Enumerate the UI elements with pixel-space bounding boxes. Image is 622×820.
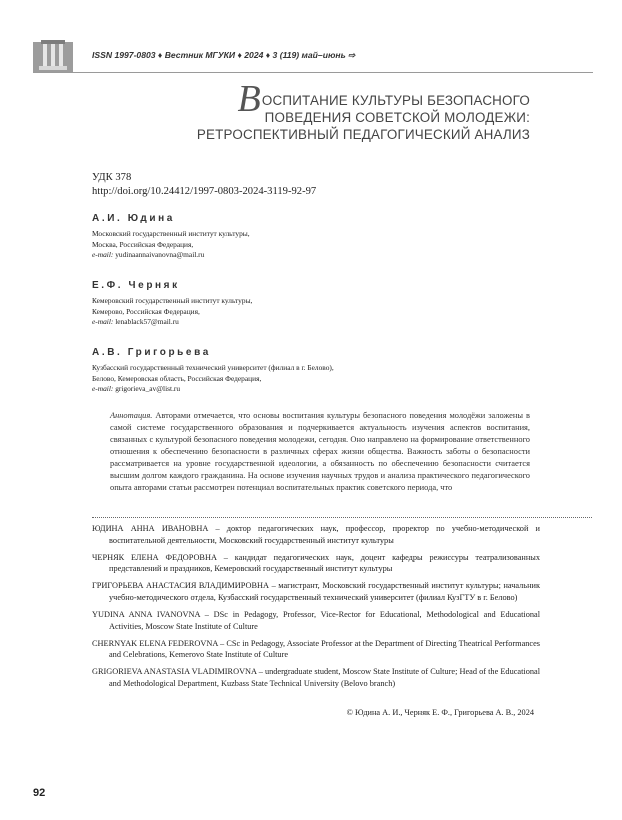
author-name: А.И. Юдина [92,213,175,224]
abstract-text: Авторами отмечается, что основы воспитания культуры безопасного поведения молодёжи заложены в самой системе государственного образования и подчеркивается актуальность изучения аспектов воспитания, связанных с культурой безопасного поведения молодежи, сегодня. Оно направлено на формирование ответственного отношения к обеспечению безопасности в различных сферах жизни общества. Важность заботы о безопасности рассматривается на уровне государственной идеологии, а обязанность по обеспечению безопасности считается высшим долгом каждого гражданина. На основе изучения научных трудов и анализа практического педагогического опыта авторами статьи рассмотрен потенциал воспитательных практик советского периода, что [110,411,531,492]
bio-entry: ГРИГОРЬЕВА АНАСТАСИЯ ВЛАДИМИРОВНА – магистрант, Московский государственный институт культуры; начальник учебно-методического отдела, Кузбасский государственный технический университет (филиал КузГТУ в г. Белово) [92,581,540,602]
title-line-3: РЕТРОСПЕКТИВНЫЙ ПЕДАГОГИЧЕСКИЙ АНАЛИЗ [196,127,530,142]
bio-entry: YUDINA ANNA IVANOVNA – DSc in Pedagogy, Professor, Vice-Rector for Educational, Methodological and Educational Activities, Moscow State Institute of Culture [92,610,540,631]
author-affiliation [92,296,512,328]
email-address[interactable]: lenablack57@mail.ru [115,317,179,326]
bio-entry: ЧЕРНЯК ЕЛЕНА ФЕДОРОВНА – кандидат педагогических наук, доцент кафедры режиссуры театрализованных представлений и праздников, Кемеровский государственный институт культуры [92,552,540,574]
email-address[interactable]: grigorieva_av@list.ru [115,384,181,393]
affiliation-institution: Кемеровский государственный институт культуры, [92,296,253,305]
abstract-label: Аннотация. [110,411,153,420]
author-name: Е.Ф. Черняк [92,280,180,291]
title-line-1: ОСПИТАНИЕ КУЛЬТУРЫ БЕЗОПАСНОГО [261,93,530,108]
email-label: e-mail: [92,250,114,259]
author-email [92,384,512,395]
email-label: e-mail: [92,317,114,326]
footnote-divider [92,517,592,518]
affiliation-location: Белово, Кемеровская область, Российская Федерация, [92,373,262,383]
affiliation-location: Кемерово, Российская Федерация, [92,306,200,316]
author-affiliation [92,363,512,395]
email-address[interactable]: yudinaannaivanovna@mail.ru [115,250,205,259]
email-label: e-mail: [92,384,114,393]
copyright-notice: © Юдина А. И., Черняк Е. Ф., Григорьева А. В., 2024 [346,708,534,717]
article-title [160,78,530,143]
column-logo-icon [33,38,73,76]
journal-header: ISSN 1997-0803 ♦ Вестник МГУКИ ♦ 2024 ♦ 3 (119) май–июнь ⇨ [92,50,356,60]
author-email [92,250,512,261]
author-email [92,317,512,328]
bio-entry: GRIGORIEVA ANASTASIA VLADIMIROVNA – undergraduate student, Moscow State Institute of Culture; Head of the Educational and Methodological Department, Kuzbass State Technical University (Belovo branch) [92,667,540,689]
page-number: 92 [33,787,46,799]
affiliation-institution: Кузбасский государственный технический университет (филиал в г. Белово), [92,363,334,372]
title-line-2: ПОВЕДЕНИЯ СОВЕТСКОЙ МОЛОДЕЖИ: [264,110,530,125]
author-name: А.В. Григорьева [92,347,211,358]
affiliation-institution: Московский государственный институт культуры, [92,229,250,238]
author-affiliation [92,229,512,261]
title-drop-cap: В [237,78,261,120]
bio-entry: ЮДИНА АННА ИВАНОВНА – доктор педагогических наук, профессор, проректор по учебно-методической и воспитательной деятельности, Московский государственный институт культуры [92,524,540,545]
affiliation-location: Москва, Российская Федерация, [92,239,194,249]
author-bios [92,523,540,695]
bio-entry: CHERNYAK ELENA FEDEROVNA – CSc in Pedagogy, Associate Professor at the Department of Directing Theatrical Performances and Celebrations, Kemerovo State Institute of Culture [92,638,540,660]
doi-link[interactable]: http://doi.org/10.24412/1997-0803-2024-3119-92-97 [92,186,317,197]
udk-code: УДК 378 [92,172,132,183]
abstract [110,410,530,494]
header-divider [33,72,593,73]
